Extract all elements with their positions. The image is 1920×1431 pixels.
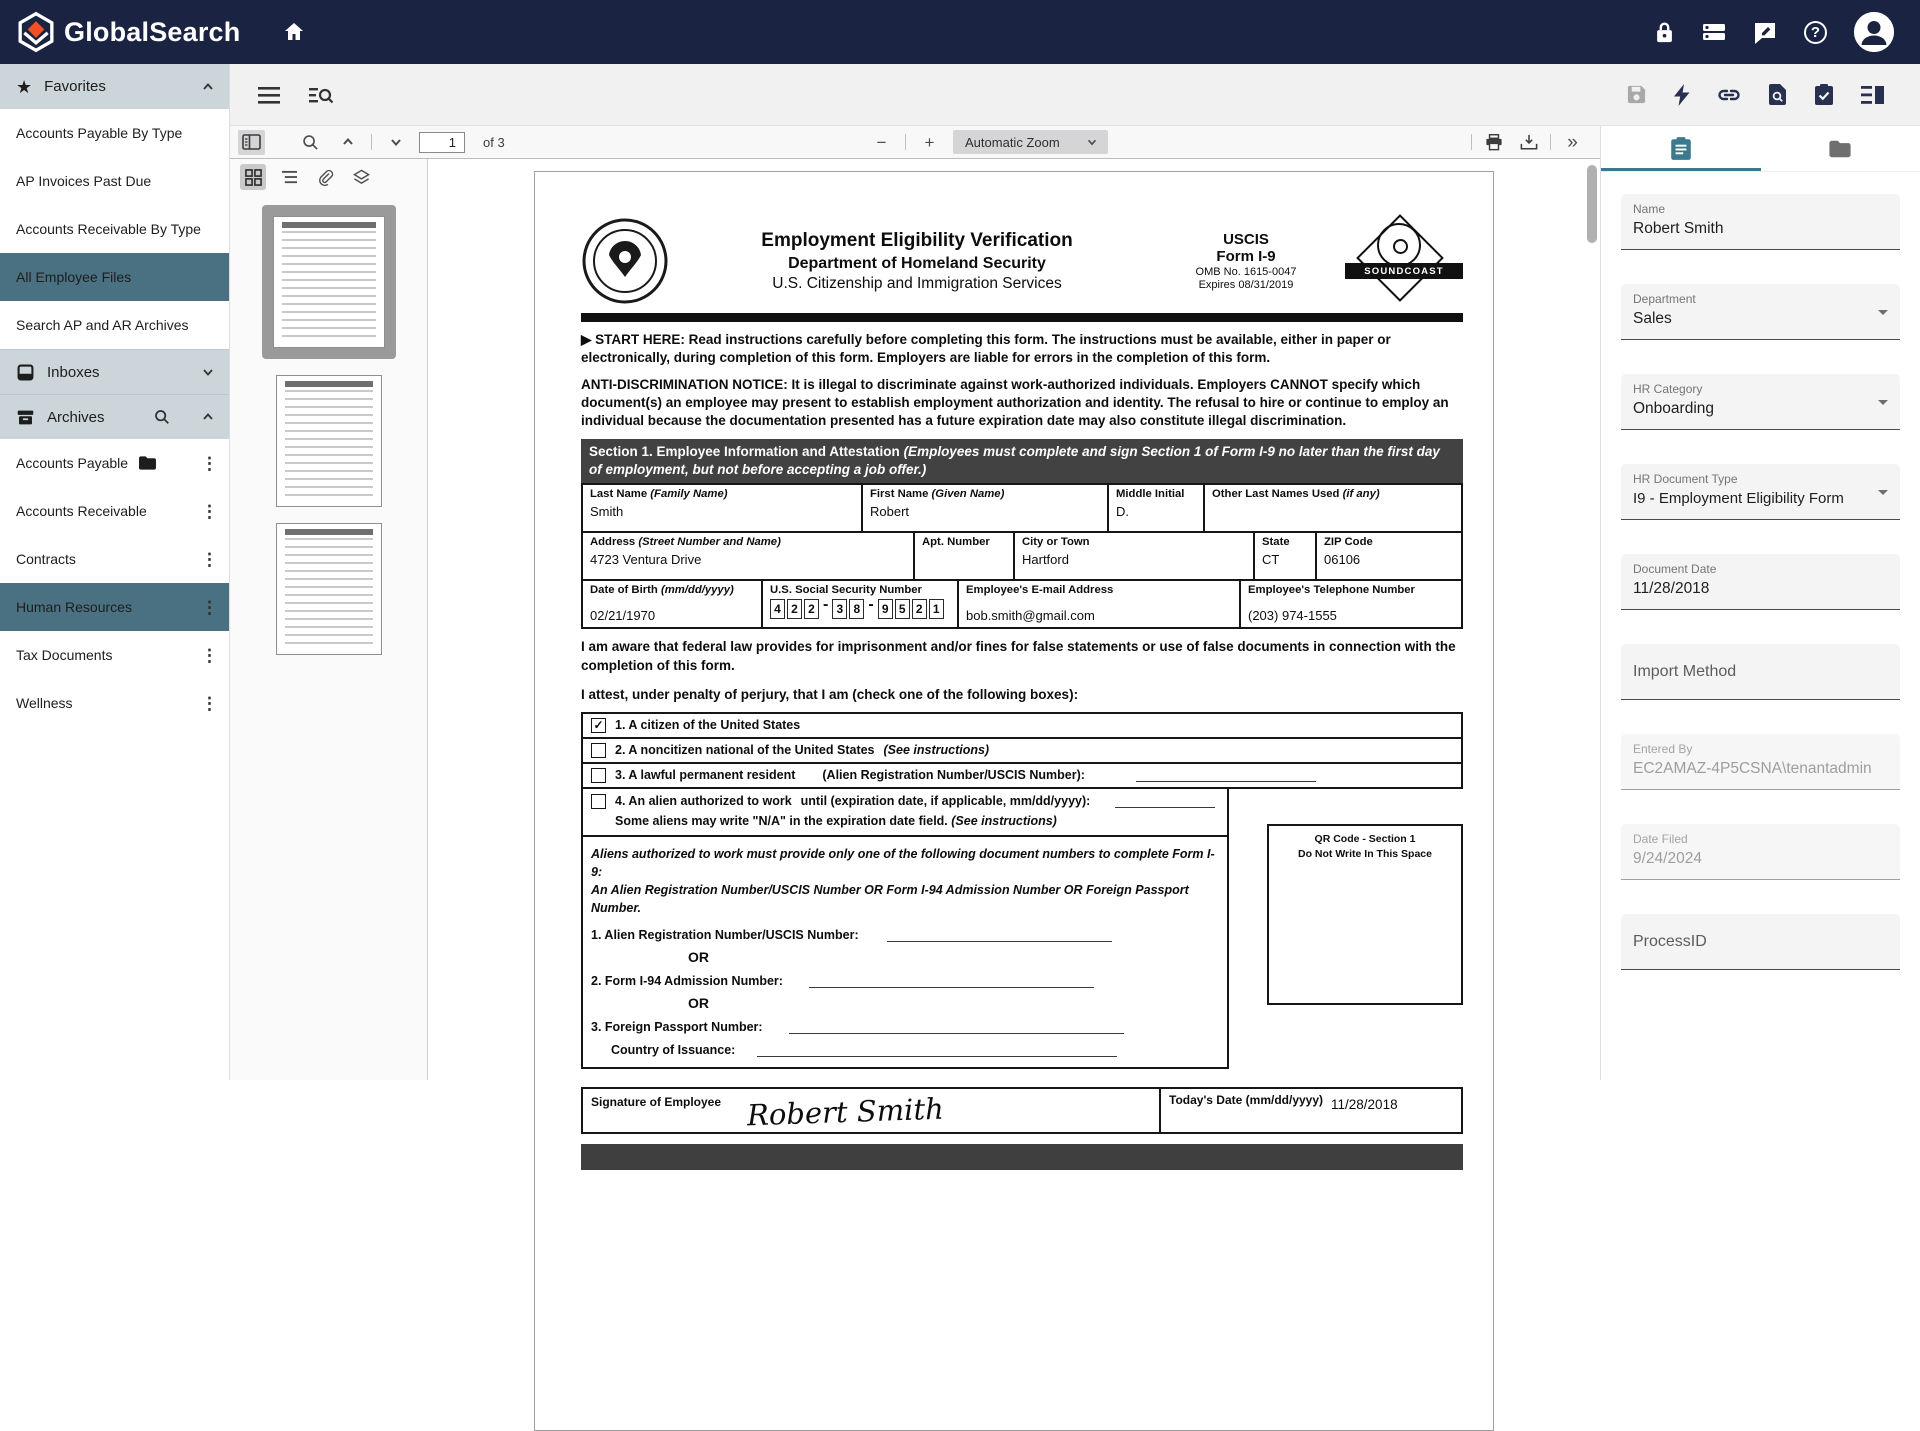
form-header [581, 215, 1463, 307]
last-name-cell: Last Name (Family Name) Smith [583, 485, 861, 531]
checkbox-empty-icon [591, 794, 606, 809]
paperclip-icon [317, 169, 333, 186]
viewer-scrollbar[interactable] [1587, 165, 1597, 243]
page-number-input[interactable] [419, 132, 465, 153]
tasks-button[interactable] [1814, 83, 1834, 106]
middle-initial-cell: Middle Initial D. [1107, 485, 1203, 531]
clipboard-check-icon [1814, 83, 1834, 106]
panel-toggle-button[interactable] [1861, 85, 1884, 105]
uscis-block: USCIS Form I-9 OMB No. 1615-0047 Expires 08/31/2019 [1161, 231, 1331, 291]
blank-line [809, 975, 1094, 988]
home-icon [282, 20, 306, 44]
outline-icon [281, 170, 298, 185]
field-department[interactable]: Department Sales [1621, 284, 1900, 340]
kebab-menu-icon[interactable]: ⋮ [201, 647, 215, 664]
find-button[interactable] [297, 130, 324, 155]
attest-paragraph: I attest, under penalty of perjury, that I am (check one of the following boxes): [581, 686, 1463, 704]
lock-icon [1654, 20, 1675, 44]
blank-line [1115, 795, 1215, 808]
save-button[interactable] [1626, 84, 1647, 105]
layers-button[interactable] [348, 164, 374, 190]
previous-page-button[interactable] [334, 130, 361, 155]
tab-folders[interactable] [1761, 126, 1920, 171]
clipboard-tab-icon [1670, 136, 1692, 161]
inboxes-header[interactable] [0, 349, 229, 394]
document-search-icon [1768, 83, 1787, 106]
menu-button[interactable] [258, 86, 282, 104]
print-button[interactable] [1480, 130, 1507, 155]
blank-line [757, 1044, 1117, 1057]
checkbox-row-noncitizen-national: 2. A noncitizen national of the United States (See instructions) [583, 737, 1461, 762]
main-area [230, 64, 1920, 1080]
field-name[interactable]: Name Robert Smith [1621, 194, 1900, 250]
kebab-menu-icon[interactable]: ⋮ [201, 599, 215, 616]
zoom-level-value: Automatic Zoom [965, 135, 1060, 150]
star-icon: ★ [16, 78, 32, 96]
document-toolbar [230, 64, 1920, 126]
address-cell: Address (Street Number and Name) 4723 Ventura Drive [583, 533, 913, 579]
sidebar-item-search-ap-and-ar-archives[interactable]: Search AP and AR Archives [0, 301, 229, 349]
soundcoast-logo [1345, 215, 1463, 307]
layers-icon [353, 169, 370, 186]
link-button[interactable] [1717, 84, 1741, 106]
folder-icon [138, 455, 157, 471]
lock-button[interactable] [1654, 20, 1675, 44]
ssn-digits: 4 2 2 - 3 8 - 9 5 2 1 [770, 599, 950, 619]
brand[interactable] [16, 12, 240, 52]
folder-tab-icon [1828, 139, 1852, 159]
thumbnails-view-button[interactable] [240, 164, 266, 190]
blank-line [789, 1021, 1124, 1034]
checkbox-checked-icon: ✓ [591, 718, 606, 733]
pdf-page[interactable] [534, 171, 1494, 1431]
archive-item-human-resources[interactable]: Human Resources ⋮ [0, 583, 229, 631]
shell [0, 64, 1920, 1080]
archive-item-tax-documents[interactable]: Tax Documents ⋮ [0, 631, 229, 679]
topbar [0, 0, 1920, 64]
page-viewport[interactable] [428, 159, 1600, 1080]
field-date-filed: Date Filed 9/24/2024 [1621, 824, 1900, 880]
pdf-viewer [230, 126, 1600, 1080]
thumbnail-toolbar [230, 159, 427, 195]
index-fields [1601, 172, 1920, 1004]
zoom-level-select[interactable] [953, 130, 1108, 154]
home-button[interactable] [282, 20, 306, 44]
section1-header: Section 1. Employee Information and Attestation (Employees must complete and sign Section 1 of Form I-9 no later than the first day of employment, but not before accepting a job offer.) [581, 439, 1463, 483]
aware-paragraph: I am aware that federal law provides for imprisonment and/or fines for false statements or use of false documents in connection with the completion of this form. [581, 638, 1463, 674]
search-results-icon [308, 85, 334, 105]
alien-registration-line: 1. Alien Registration Number/USCIS Number: [583, 919, 1227, 942]
checkbox-row-citizen: ✓ 1. A citizen of the United States [583, 714, 1461, 737]
field-import-method[interactable]: Import Method [1621, 644, 1900, 700]
kebab-menu-icon[interactable]: ⋮ [201, 551, 215, 568]
next-page-button[interactable] [382, 130, 409, 155]
form-titles: Employment Eligibility Verification Department of Homeland Security U.S. Citizenship and Immigration Services [673, 230, 1161, 293]
todays-date-cell: Today's Date (mm/dd/yyyy) 11/28/2018 [1161, 1089, 1461, 1132]
pdf-body [230, 159, 1600, 1080]
archives-label: Archives [47, 409, 105, 426]
vinyl-record-icon [1377, 223, 1421, 267]
alien-authorization-box: 4. An alien authorized to work until (expiration date, if applicable, mm/dd/yyyy): Some aliens may write "N/A" in the expiration date field. (See instructions) Aliens authorized to work must provide only one of the following document numbers to complete Form I-9: An Alien Registration Number/USCIS Number OR Form I-94 Admission Number OR Foreign Passport Number. 1. Alien Registration Number/USCIS Number: OR 2. Form I-94 Admission Number: OR 3. Foreign Passport Number: Country of Issuance: [581, 789, 1229, 1070]
tab-index-data[interactable] [1601, 126, 1761, 171]
chevron-down-icon [1086, 136, 1098, 148]
avatar-icon [1854, 12, 1894, 52]
thumbnail-page-3[interactable] [276, 523, 382, 655]
aliens-note: Aliens authorized to work must provide only one of the following document numbers to complete Form I-9: An Alien Registration Number/USCIS Number OR Form I-94 Admission Number OR Foreign Passport Number. [583, 837, 1227, 920]
user-avatar-button[interactable] [1854, 12, 1894, 52]
favorites-label: Favorites [44, 78, 106, 95]
zoom-out-icon: − [877, 134, 887, 151]
city-cell: City or Town Hartford [1013, 533, 1253, 579]
topbar-actions [1654, 12, 1894, 52]
globalsearch-logo-icon [16, 12, 56, 52]
ssn-cell: U.S. Social Security Number 4 2 2 - 3 8 - 9 5 2 1 [761, 581, 957, 627]
archives-header[interactable] [0, 394, 229, 439]
archive-item-accounts-receivable[interactable]: Accounts Receivable ⋮ [0, 487, 229, 535]
lightning-icon [1674, 84, 1690, 106]
section2-header-band [581, 1144, 1463, 1170]
dropdown-caret-icon [1878, 310, 1888, 315]
citizenship-checkboxes [581, 712, 1463, 789]
help-button[interactable] [1804, 21, 1827, 44]
dob-cell: Date of Birth (mm/dd/yyyy) 02/21/1970 [583, 581, 761, 627]
archive-item-accounts-payable[interactable]: Accounts Payable ⋮ [0, 439, 229, 487]
download-button[interactable] [1515, 130, 1542, 155]
field-hr-document-type[interactable]: HR Document Type I9 - Employment Eligibility Form [1621, 464, 1900, 520]
help-icon: ? [1804, 21, 1827, 44]
dhs-seal-icon [581, 217, 669, 305]
side-panel-icon [1861, 85, 1884, 105]
favorites-header[interactable] [0, 64, 229, 109]
apt-cell: Apt. Number [913, 533, 1013, 579]
zoom-out-button[interactable] [868, 130, 895, 155]
country-of-issuance-line: Country of Issuance: [583, 1034, 1227, 1057]
search-icon [302, 134, 319, 151]
checkbox-empty-icon [591, 768, 606, 783]
index-panel [1600, 126, 1920, 1080]
blank-line [887, 929, 1112, 942]
form-title: Employment Eligibility Verification [673, 230, 1161, 252]
save-icon [1626, 84, 1647, 105]
panel-tabs [1601, 126, 1920, 172]
content-row [230, 126, 1920, 1080]
inboxes-label: Inboxes [47, 364, 100, 381]
checkbox-row-permanent-resident: 3. A lawful permanent resident (Alien Registration Number/USCIS Number): [583, 762, 1461, 787]
chevron-down-icon [201, 365, 215, 379]
signature-row [581, 1087, 1463, 1134]
checkbox-empty-icon [591, 743, 606, 758]
double-chevron-icon: » [1567, 133, 1578, 152]
sidebar-item-accounts-payable-by-type[interactable]: Accounts Payable By Type [0, 109, 229, 157]
thumbnail-panel [230, 159, 428, 1080]
employee-info-table [581, 483, 1463, 629]
state-cell: State CT [1253, 533, 1315, 579]
kebab-menu-icon[interactable]: ⋮ [201, 503, 215, 520]
feedback-button[interactable] [1753, 21, 1777, 44]
i94-line: 2. Form I-94 Admission Number: [583, 965, 1227, 988]
hamburger-menu-icon [258, 86, 282, 104]
print-icon [1485, 134, 1503, 151]
checkbox-row-alien-authorized: 4. An alien authorized to work until (expiration date, if applicable, mm/dd/yyyy): Some aliens may write "N/A" in the expiration date field. (See instructions) [583, 789, 1227, 837]
chevron-down-icon [389, 135, 403, 149]
link-icon [1717, 84, 1741, 106]
pdf-toolbar [230, 126, 1600, 159]
archives-search-icon[interactable] [153, 408, 171, 426]
sidebar-toggle-button[interactable] [238, 130, 265, 155]
start-here-paragraph: ▶ START HERE: Read instructions carefully before completing this form. The instructions must be available, either in paper or electronically, during completion of this form. Employers are liable for errors in the completion of this form. [581, 331, 1463, 367]
soundcoast-logo-text: SOUNDCOAST [1345, 263, 1463, 279]
other-names-cell: Other Last Names Used (if any) [1203, 485, 1461, 531]
signature-cell: Signature of Employee Robert Smith [583, 1089, 1161, 1132]
chevron-up-icon [341, 135, 355, 149]
archive-item-contracts[interactable]: Contracts ⋮ [0, 535, 229, 583]
more-tools-button[interactable] [1559, 130, 1586, 155]
field-hr-category[interactable]: HR Category Onboarding [1621, 374, 1900, 430]
divider-bar [581, 313, 1463, 322]
thumbnails-icon [245, 169, 262, 186]
chevron-up-icon [201, 80, 215, 94]
workflow-button[interactable] [1674, 84, 1690, 106]
field-document-date[interactable]: Document Date 11/28/2018 [1621, 554, 1900, 610]
attachments-button[interactable] [312, 164, 338, 190]
field-process-id[interactable]: ProcessID [1621, 914, 1900, 970]
dropdown-caret-icon [1878, 490, 1888, 495]
sidebar-item-all-employee-files[interactable]: All Employee Files [0, 253, 229, 301]
kebab-menu-icon[interactable]: ⋮ [201, 695, 215, 712]
email-cell: Employee's E-mail Address bob.smith@gmail.com [957, 581, 1239, 627]
blank-line [1136, 769, 1316, 782]
storage-icon [1702, 21, 1726, 43]
download-icon [1520, 134, 1538, 151]
foreign-passport-line: 3. Foreign Passport Number: [583, 1011, 1227, 1034]
sidebar-item-ap-invoices-past-due[interactable]: AP Invoices Past Due [0, 157, 229, 205]
dropdown-caret-icon [1878, 400, 1888, 405]
brand-name: GlobalSearch [64, 17, 240, 48]
sidebar-toggle-icon [242, 134, 261, 150]
qr-code-box: QR Code - Section 1 Do Not Write In This Space [1267, 824, 1463, 1005]
feedback-icon [1753, 21, 1777, 44]
kebab-menu-icon[interactable]: ⋮ [201, 455, 215, 472]
thumbnail-list [230, 195, 427, 1080]
storage-button[interactable] [1702, 21, 1726, 43]
phone-cell: Employee's Telephone Number (203) 974-1555 [1239, 581, 1461, 627]
zoom-in-icon: + [925, 134, 935, 151]
zip-cell: ZIP Code 06106 [1315, 533, 1461, 579]
thumbnail-page-1[interactable] [262, 205, 396, 359]
archive-icon [16, 408, 35, 427]
alien-section [581, 789, 1463, 1070]
page-count-label: of 3 [483, 135, 505, 150]
archive-item-wellness[interactable]: Wellness ⋮ [0, 679, 229, 727]
thumbnail-page-2[interactable] [276, 375, 382, 507]
search-results-button[interactable] [308, 85, 334, 105]
anti-discrimination-paragraph: ANTI-DISCRIMINATION NOTICE: It is illegal to discriminate against work-authorized individuals. Employers CANNOT specify which document(s) an employee may present to establish employment authorization and identity. The refusal to hire or continue to employ an individual because the documentation presented has a future expiration date may also constitute illegal discrimination. [581, 376, 1463, 430]
inbox-icon [16, 363, 35, 382]
chevron-up-icon [201, 410, 215, 424]
document-search-button[interactable] [1768, 83, 1787, 106]
field-entered-by: Entered By EC2AMAZ-4P5CSNA\tenantadmin [1621, 734, 1900, 790]
sidebar-item-accounts-receivable-by-type[interactable]: Accounts Receivable By Type [0, 205, 229, 253]
outline-view-button[interactable] [276, 164, 302, 190]
first-name-cell: First Name (Given Name) Robert [861, 485, 1107, 531]
zoom-in-button[interactable] [916, 130, 943, 155]
sidebar [0, 64, 230, 1080]
employee-signature: Robert Smith [746, 1092, 944, 1133]
